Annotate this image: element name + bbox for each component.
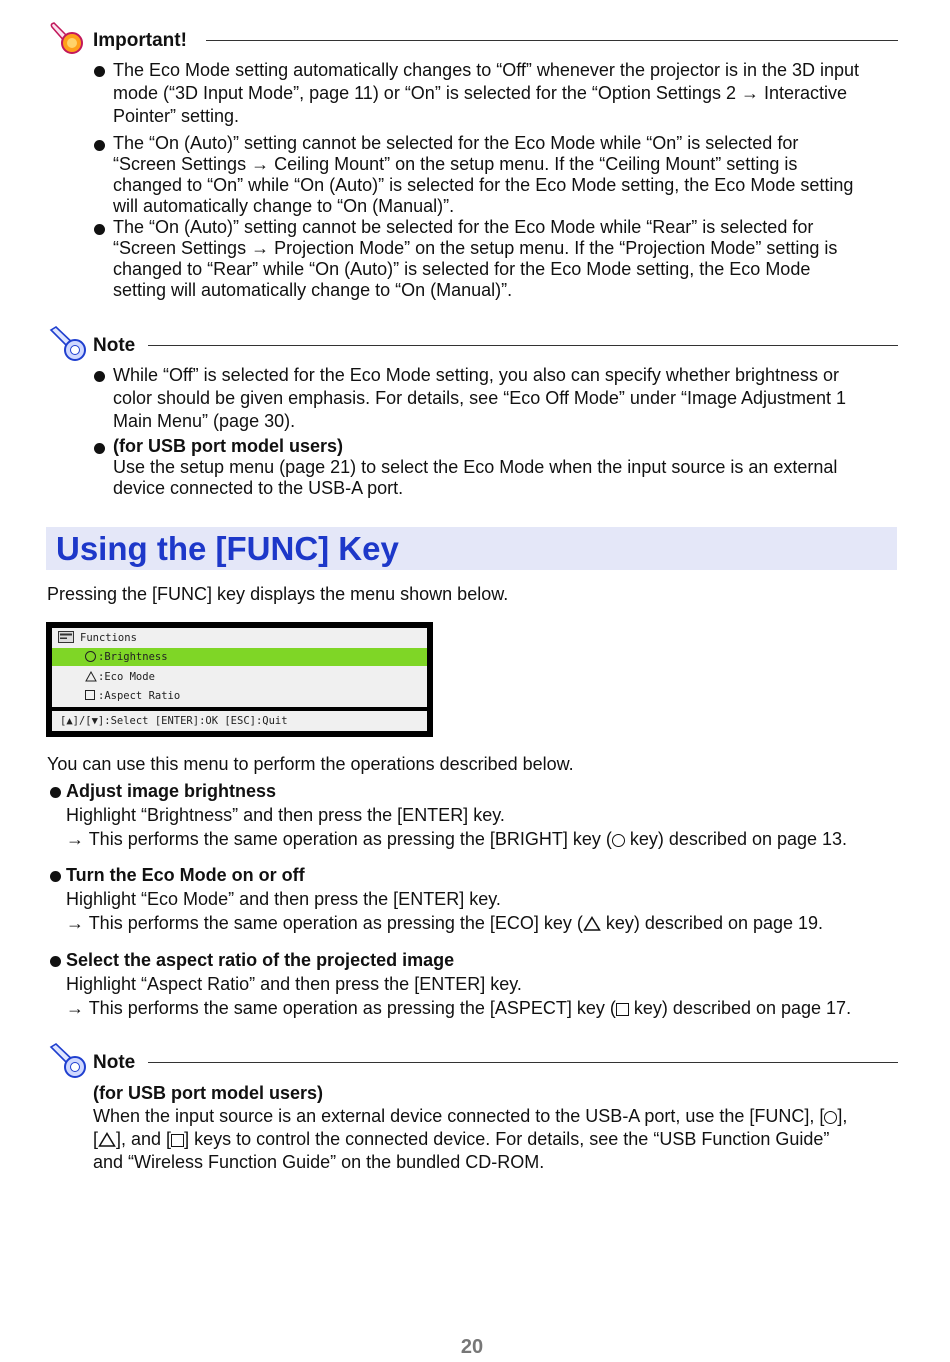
- func-menu-footer: [52, 711, 427, 731]
- note-rule-2: [148, 1062, 898, 1063]
- square-icon: [85, 690, 95, 700]
- note-item-1-line-2: color should be given emphasis. For details, see “Eco Off Mode” under “Image Adjustment 1: [113, 388, 847, 408]
- note-2-body: [93, 1082, 898, 1174]
- function-eco-mode-title-text: Turn the Eco Mode on or off: [66, 865, 305, 885]
- menu-item-eco-mode[interactable]: [52, 668, 427, 686]
- section-heading: [46, 527, 897, 570]
- important-rule: [206, 40, 898, 41]
- note-label-1: Note: [93, 335, 136, 356]
- important-item-3: [92, 217, 898, 301]
- function-aspect-ratio-arrow-line: [66, 997, 851, 1020]
- triangle-icon: [85, 671, 97, 682]
- function-eco-mode-arrow-pre: This performs the same operation as pressing the [ECO] key (: [88, 913, 583, 933]
- important-item-1-line-3: Pointer” setting.: [113, 106, 240, 126]
- menu-item-aspect-ratio-label: :Aspect Ratio: [98, 690, 181, 702]
- note-rule-1: [148, 345, 898, 346]
- important-item-1-line-1: The Eco Mode setting automatically changes to “Off” whenever the projector is in the 3D input: [113, 60, 860, 80]
- important-item-2-line-4: will automatically change to “On (Manual)”.: [113, 196, 455, 216]
- function-aspect-ratio-arrow-pre: This performs the same operation as pressing the [ASPECT] key (: [88, 998, 616, 1018]
- func-menu-footer-text: [▲]/[▼]:Select [ENTER]:OK [ESC]:Quit: [60, 715, 288, 727]
- menu-item-brightness[interactable]: [52, 648, 427, 666]
- func-menu-panel: [52, 628, 427, 707]
- menu-item-eco-mode-label: :Eco Mode: [98, 671, 155, 683]
- function-eco-mode-arrow-line: [66, 912, 823, 935]
- note-2-line-2: [93, 1128, 898, 1151]
- important-item-2-line-1: The “On (Auto)” setting cannot be selected for the Eco Mode while “On” is selected for: [113, 133, 799, 153]
- note-label-2: Note: [93, 1052, 136, 1073]
- after-menu-text: You can use this menu to perform the operations described below.: [47, 754, 574, 774]
- function-aspect-ratio: [48, 949, 898, 1029]
- note-pencil-icon: [48, 326, 90, 362]
- note-2-title: (for USB port model users): [93, 1083, 324, 1103]
- note-2-line-2-c: ] keys to control the connected device. For details, see the “USB Function Guide”: [184, 1129, 830, 1149]
- func-menu-title: Functions: [80, 632, 137, 644]
- arrow-icon: →: [66, 913, 89, 933]
- important-item-3-line-1: The “On (Auto)” setting cannot be selected for the Eco Mode while “Rear” is selected for: [113, 217, 814, 237]
- function-brightness-arrow-pre: This performs the same operation as pressing the [BRIGHT] key (: [88, 829, 612, 849]
- arrow-icon: →: [66, 829, 89, 849]
- note-header-1: [48, 326, 898, 360]
- important-item-1: [92, 59, 898, 128]
- note-2-line-3: and “Wireless Function Guide” on the bundled CD-ROM.: [93, 1152, 545, 1172]
- function-eco-mode-title: [48, 864, 305, 887]
- square-key-icon: [171, 1134, 184, 1147]
- function-brightness-title-text: Adjust image brightness: [66, 781, 277, 801]
- func-menu-screenshot: [46, 622, 433, 737]
- important-header: [48, 21, 898, 55]
- important-item-3-line-2: “Screen Settings → Projection Mode” on the setup menu. If the “Projection Mode” setting is: [113, 238, 838, 258]
- important-item-3-line-4: setting will automatically change to “On (Manual)”.: [113, 280, 513, 300]
- important-item-2: [92, 133, 898, 217]
- note-item-2-line-1: Use the setup menu (page 21) to select the Eco Mode when the input source is an external: [113, 457, 838, 477]
- important-pin-icon: [48, 21, 90, 57]
- important-item-2-line-3: changed to “On” while “On (Auto)” is selected for the Eco Mode setting, the Eco Mode setting: [113, 175, 854, 195]
- note-2-line-1: [93, 1105, 898, 1128]
- function-aspect-ratio-title: [48, 949, 454, 972]
- important-label: Important!: [93, 30, 187, 51]
- section-heading-text: Using the [FUNC] Key: [56, 530, 399, 567]
- note-2-line-1-pre: When the input source is an external device connected to the USB-A port, use the [FUNC], [: [93, 1106, 825, 1126]
- function-brightness-title: [48, 780, 276, 803]
- note-2-line-2-a: [: [93, 1129, 99, 1149]
- important-item-1-line-2: mode (“3D Input Mode”, page 11) or “On” is selected for the “Option Settings 2 → Interactive: [113, 83, 848, 103]
- note-item-1: [92, 364, 898, 433]
- important-list: [92, 59, 898, 301]
- important-item-2-line-2: “Screen Settings → Ceiling Mount” on the setup menu. If the “Ceiling Mount” setting is: [113, 154, 798, 174]
- note-list-1: [92, 364, 898, 499]
- circle-key-icon: [612, 834, 625, 847]
- menu-item-brightness-label: :Brightness: [98, 651, 168, 663]
- note-2-line-2-b: ], and [: [116, 1129, 172, 1149]
- function-eco-mode-line: Highlight “Eco Mode” and then press the [ENTER] key.: [66, 889, 501, 909]
- note-item-1-line-1: While “Off” is selected for the Eco Mode setting, you also can specify whether brightness or: [113, 365, 840, 385]
- square-key-icon: [616, 1003, 629, 1016]
- function-brightness-line: Highlight “Brightness” and then press the [ENTER] key.: [66, 805, 505, 825]
- note-item-2-line-2: device connected to the USB-A port.: [113, 478, 404, 498]
- function-aspect-ratio-arrow-post: key) described on page 17.: [628, 998, 852, 1018]
- function-eco-mode-arrow-post: key) described on page 19.: [600, 913, 824, 933]
- note-pencil-icon: [48, 1043, 90, 1079]
- note-item-2: [92, 436, 898, 499]
- note-header-2: [48, 1043, 898, 1077]
- function-eco-mode: [48, 864, 898, 944]
- intro-text: Pressing the [FUNC] key displays the menu shown below.: [47, 584, 509, 604]
- arrow-icon: →: [66, 998, 89, 1018]
- note-item-2-title: (for USB port model users): [113, 436, 344, 456]
- function-aspect-ratio-line: Highlight “Aspect Ratio” and then press the [ENTER] key.: [66, 974, 522, 994]
- function-aspect-ratio-title-text: Select the aspect ratio of the projected image: [66, 950, 455, 970]
- note-item-1-line-3: Main Menu” (page 30).: [113, 411, 296, 431]
- functions-menu-icon: [58, 631, 74, 643]
- triangle-key-icon: [98, 1132, 116, 1147]
- circle-key-icon: [824, 1111, 837, 1124]
- page-number: 20: [460, 1336, 484, 1358]
- function-brightness: [48, 780, 898, 860]
- triangle-key-icon: [583, 916, 601, 931]
- function-brightness-arrow-line: [66, 828, 847, 851]
- note-2-line-1-post: ],: [837, 1106, 848, 1126]
- function-brightness-arrow-post: key) described on page 13.: [624, 829, 848, 849]
- menu-item-aspect-ratio[interactable]: [52, 687, 427, 705]
- circle-icon: [85, 651, 96, 662]
- important-item-3-line-3: changed to “Rear” while “On (Auto)” is selected for the Eco Mode setting, the Eco Mode: [113, 259, 811, 279]
